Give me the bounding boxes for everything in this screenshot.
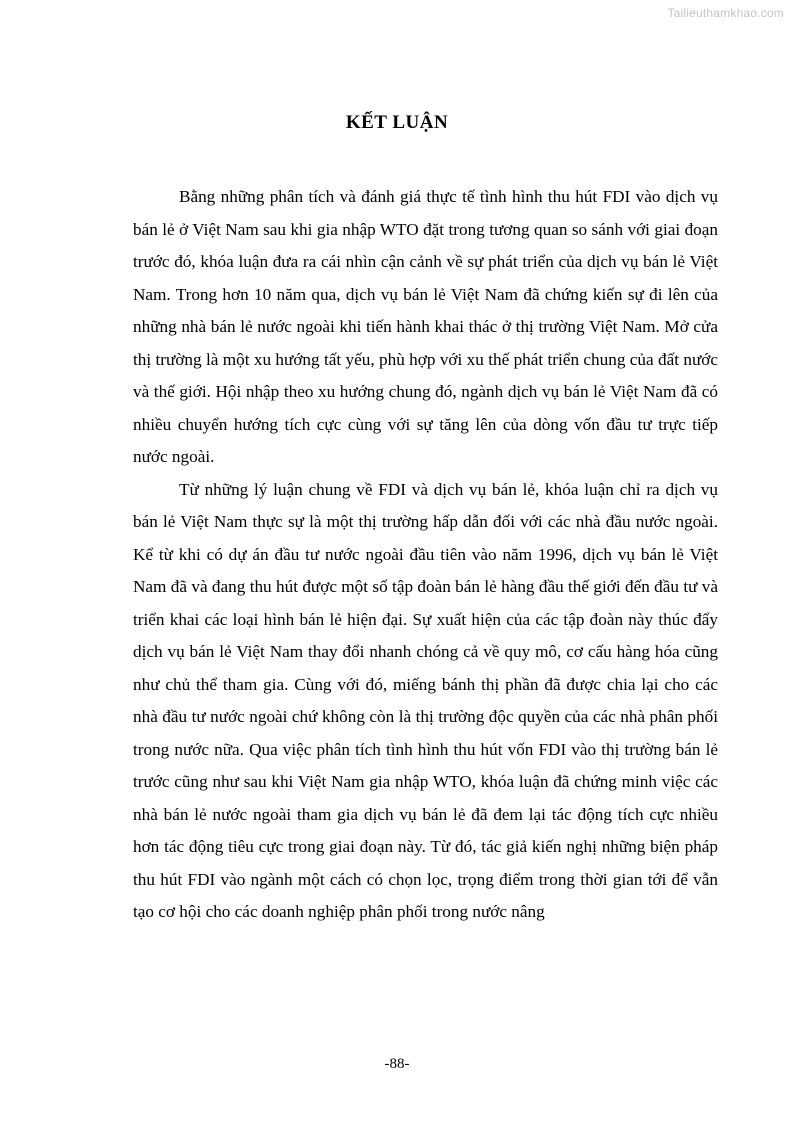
document-body	[133, 181, 718, 929]
page-number: -88-	[384, 1056, 410, 1072]
paragraph-2: Từ những lý luận chung về FDI và dịch vụ bán lẻ, khóa luận chỉ ra dịch vụ bán lẻ Việt Nam thực sự là một thị trường hấp dẫn đối với các nhà đầu nước ngoài. Kể từ khi có dự án đầu tư nước ngoài đầu tiên vào năm 1996, dịch vụ bán lẻ Việt Nam đã và đang thu hút được một số tập đoàn bán lẻ hàng đầu thế giới đến đầu tư và triển khai các loại hình bán lẻ hiện đại. Sự xuất hiện của các tập đoàn này thúc đẩy dịch vụ bán lẻ Việt Nam thay đổi nhanh chóng cả về quy mô, cơ cấu hàng hóa cũng như chủ thể tham gia. Cùng với đó, miếng bánh thị phần đã được chia lại cho các nhà đầu tư nước ngoài chứ không còn là thị trường độc quyền của các nhà phân phối trong nước nữa. Qua việc phân tích tình hình thu hút vốn FDI vào thị trường bán lẻ trước cũng như sau khi Việt Nam gia nhập WTO, khóa luận đã chứng minh việc các nhà bán lẻ nước ngoài tham gia dịch vụ bán lẻ đã đem lại tác động tích cực nhiều hơn tác động tiêu cực trong giai đoạn này. Từ đó, tác giả kiến nghị những biện pháp thu hút FDI vào ngành một cách có chọn lọc, trọng điểm trong thời gian tới để vẫn tạo cơ hội cho các doanh nghiệp phân phối trong nước nâng	[133, 479, 718, 921]
paragraph-1: Bằng những phân tích và đánh giá thực tế tình hình thu hút FDI vào dịch vụ bán lẻ ở Việt Nam sau khi gia nhập WTO đặt trong tương quan so sánh với giai đoạn trước đó, khóa luận đưa ra cái nhìn cận cảnh về sự phát triển của dịch vụ bán lẻ Việt Nam. Trong hơn 10 năm qua, dịch vụ bán lẻ Việt Nam đã chứng kiến sự đi lên của những nhà bán lẻ nước ngoài khi tiến hành khai thác ở thị trường Việt Nam. Mở cửa thị trường là một xu hướng tất yếu, phù hợp với xu thế phát triển chung của đất nước và thế giới. Hội nhập theo xu hướng chung đó, ngành dịch vụ bán lẻ Việt Nam đã có nhiều chuyển hướng tích cực cùng với sự tăng lên của dòng vốn đầu tư trực tiếp nước ngoài.	[133, 187, 718, 466]
watermark-text: Tailieuthamkhao.com	[667, 6, 784, 20]
page-title: KẾT LUẬN	[345, 112, 449, 133]
